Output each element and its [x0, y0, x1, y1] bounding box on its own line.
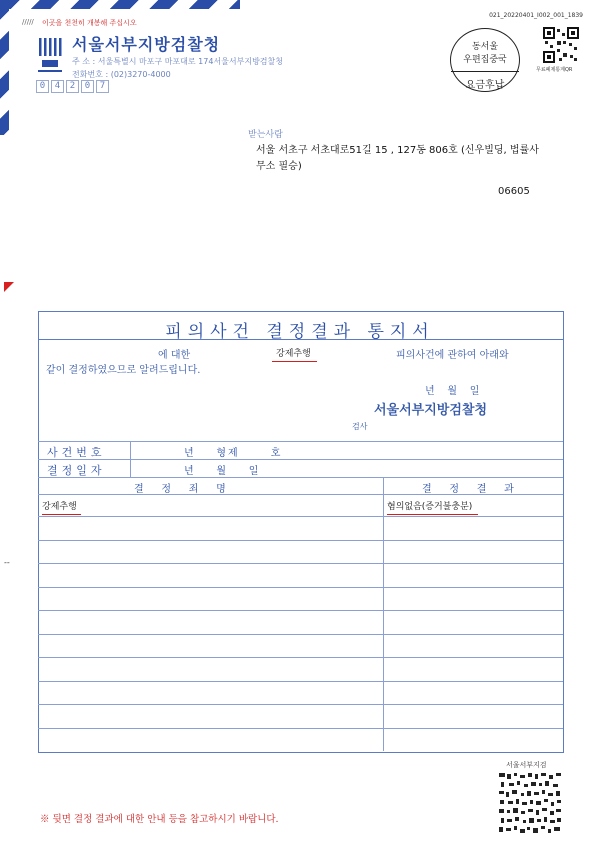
recipient-zip: 06605 — [498, 186, 530, 197]
prosecution-logo-icon — [36, 34, 64, 74]
postal-digit: 0 — [36, 80, 49, 93]
table-line — [38, 516, 563, 517]
agency-address: 서울특별시 마포구 마포대로 174서울서부지방검찰청 — [97, 57, 283, 66]
notice-date: 년 월 일 — [425, 386, 480, 397]
table-divider — [130, 441, 131, 477]
table-line — [38, 657, 563, 658]
postal-digit: 2 — [66, 80, 79, 93]
recipient-label: 받는사람 — [248, 130, 283, 140]
stamp-line-3: 요금후납 — [451, 71, 519, 91]
fold-mark — [4, 282, 14, 292]
case-number-label: 사건번호 — [47, 446, 106, 459]
decision-date-label: 결정일자 — [47, 464, 106, 477]
result-entry: 혐의없음(증거불충분) — [387, 499, 478, 515]
agency-name: 서울서부지방검찰청 — [72, 35, 221, 54]
address-label: 주 소 : — [72, 57, 96, 66]
stamp-line-1: 동서울 — [471, 42, 499, 52]
notice-form — [38, 311, 564, 753]
postal-digit: 0 — [81, 80, 94, 93]
table-line — [38, 610, 563, 611]
table-line — [38, 441, 563, 442]
recipient-address: 서울 서초구 서초대로51길 15 , 127동 806호 (신우빌딩, 법률사무소 필승) — [256, 145, 539, 172]
document-id: 021_20220401_I002_001_1839 — [489, 12, 583, 19]
charge-entry: 강제추행 — [42, 499, 81, 515]
bottom-qr-caption: 서울서부지검 — [506, 761, 547, 769]
issuer-name: 서울서부지방검찰청 — [374, 403, 488, 418]
title-divider — [38, 339, 563, 340]
qr-code-icon — [543, 27, 579, 63]
table-line — [38, 477, 563, 478]
charge-column-header: 결 정 죄 명 — [134, 484, 227, 495]
table-line — [38, 563, 563, 564]
result-column-header: 결 정 결 과 — [422, 484, 515, 495]
table-line — [38, 540, 563, 541]
airmail-stripe-top — [0, 0, 240, 9]
sender-postal-code — [36, 80, 109, 93]
airmail-stripe-left — [0, 0, 9, 135]
notice-line1-suffix: 피의사건에 관하여 아래와 — [396, 350, 509, 361]
phone-label: 전화번호 : — [72, 70, 109, 79]
postal-digit: 7 — [96, 80, 109, 93]
table-line — [38, 681, 563, 682]
prosecutor-label: 검사 — [352, 422, 368, 431]
table-line — [38, 704, 563, 705]
qr-code-icon — [497, 771, 563, 837]
stamp-line-2: 우편집중국 — [463, 55, 507, 65]
table-line — [38, 634, 563, 635]
fold-mark: -- — [4, 558, 10, 567]
table-line — [38, 459, 563, 460]
footnote: ※ 뒷면 결정 결과에 대한 안내 등을 참고하시기 바랍니다. — [40, 814, 279, 825]
scissors-icon: ///// — [22, 18, 34, 26]
charge-name: 강제추행 — [272, 346, 317, 362]
notice-line1-prefix: 에 대한 — [158, 350, 191, 361]
qr-caption: 무료폐제통계QR — [536, 67, 573, 73]
agency-address-block — [72, 55, 283, 81]
table-line — [38, 728, 563, 729]
notice-title: 피의사건 결정결과 통지서 — [165, 322, 435, 342]
notice-line2: 같이 결정하였으므로 알려드립니다. — [46, 365, 201, 376]
case-number-value: 년 형제 호 — [184, 448, 283, 459]
agency-phone: (02)3270-4000 — [110, 70, 171, 79]
decision-date-value: 년 월 일 — [184, 466, 261, 477]
postage-stamp — [450, 28, 520, 92]
table-divider — [383, 477, 384, 751]
table-line — [38, 587, 563, 588]
tear-notice: 이곳을 천천히 개봉해 주십시오 — [42, 19, 137, 27]
postal-digit: 4 — [51, 80, 64, 93]
